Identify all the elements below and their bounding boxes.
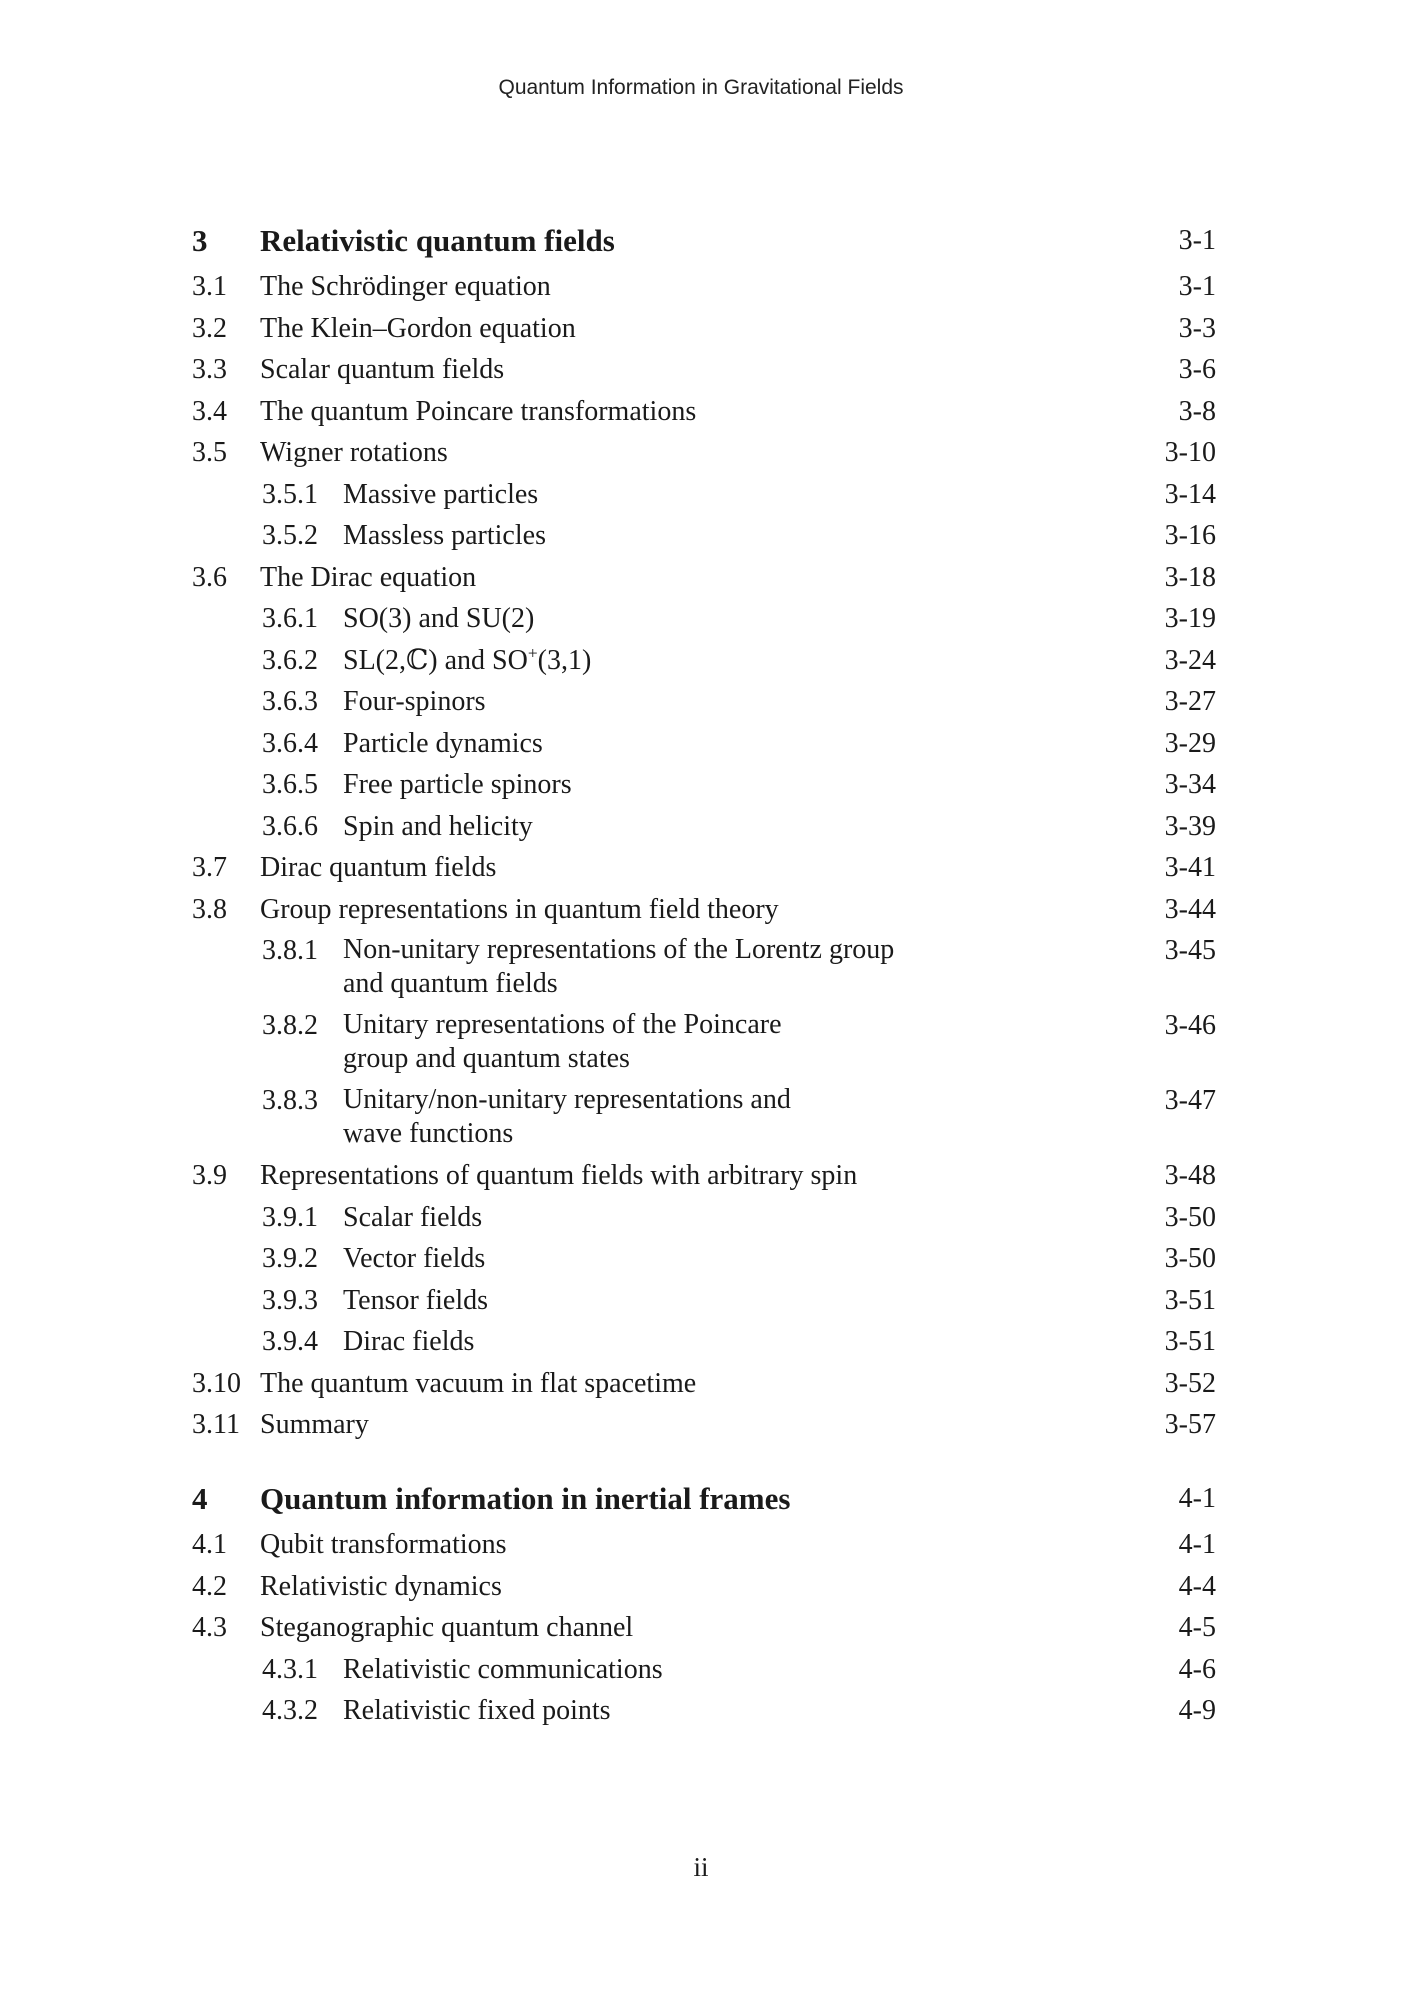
toc-entry-page: 4-1 (1178, 1529, 1216, 1560)
toc-section-entry[interactable] (192, 394, 1216, 429)
toc-subsection-entry[interactable] (192, 1241, 1216, 1276)
toc-entry-number: 3.11 (192, 1409, 240, 1440)
toc-entry-page: 3-19 (1164, 603, 1216, 634)
toc-entry-title (260, 1527, 1096, 1562)
toc-entry-number: 4 (192, 1481, 208, 1516)
table-of-contents (192, 222, 1216, 1735)
toc-entry-title (260, 892, 1096, 927)
toc-entry-number: 3 (192, 223, 208, 258)
toc-entry-page: 3-57 (1164, 1409, 1216, 1440)
toc-entry-title-text: Qubit transformations (260, 1529, 507, 1560)
toc-entry-title (260, 352, 1096, 387)
toc-entry-page: 4-4 (1178, 1570, 1216, 1602)
toc-entry-page: 3-18 (1164, 561, 1216, 593)
toc-chapter-entry[interactable] (192, 222, 1216, 260)
toc-entry-title (260, 1610, 1096, 1645)
toc-entry-title (343, 809, 1096, 844)
toc-entry-number: 3.5.2 (262, 520, 318, 551)
toc-entry-title-text: Massive particles (343, 478, 539, 510)
toc-entry-page: 3-46 (1164, 1010, 1216, 1041)
toc-entry-title-text: Unitary/non-unitary representations and (343, 1084, 791, 1115)
toc-entry-number: 3.8 (192, 893, 227, 925)
toc-entry-title (343, 684, 1096, 719)
page-number: ii (693, 1852, 709, 1882)
toc-entry-page: 3-48 (1164, 1160, 1216, 1191)
toc-entry-title-continuation: and quantum fields (343, 968, 558, 999)
toc-entry-title-text: The quantum vacuum in flat spacetime (260, 1367, 697, 1399)
toc-section-entry[interactable] (192, 1158, 1216, 1193)
toc-entry-title (343, 477, 1096, 512)
toc-entry-title (343, 1324, 1096, 1359)
toc-section-entry[interactable] (192, 1407, 1216, 1442)
toc-entry-page: 4-9 (1178, 1695, 1216, 1726)
toc-entry-page: 3-45 (1164, 935, 1216, 966)
toc-entry-number: 3.9.3 (262, 1284, 318, 1316)
toc-entry-title (260, 560, 1096, 595)
toc-entry-title-continuation: wave functions (343, 1118, 514, 1149)
toc-entry-page: 3-51 (1164, 1326, 1216, 1357)
toc-entry-title-text: The Schrödinger equation (260, 271, 551, 302)
toc-subsection-entry[interactable] (192, 726, 1216, 761)
toc-section-entry[interactable] (192, 435, 1216, 470)
toc-entry-page: 3-50 (1164, 1201, 1216, 1233)
toc-entry-title-text: SL(2,ℂ) and SO (343, 644, 528, 676)
toc-entry-page: 3-6 (1178, 354, 1216, 385)
toc-entry-page: 3-14 (1164, 478, 1216, 510)
toc-entry-number: 3.9.2 (262, 1243, 318, 1274)
toc-entry-page: 3-24 (1164, 644, 1216, 676)
toc-entry-title-text: The Klein–Gordon equation (260, 312, 576, 344)
toc-subsection-entry[interactable] (192, 1200, 1216, 1235)
toc-entry-number: 3.6.4 (262, 727, 318, 759)
toc-entry-title-text: Group representations in quantum field theory (260, 893, 779, 925)
toc-subsection-entry[interactable] (192, 1693, 1216, 1728)
toc-subsection-entry[interactable] (192, 1652, 1216, 1687)
toc-section-entry[interactable] (192, 1569, 1216, 1604)
toc-entry-page: 3-34 (1164, 769, 1216, 800)
toc-entry-number: 3.6.3 (262, 686, 318, 717)
toc-entry-title-text: Steganographic quantum channel (260, 1612, 634, 1643)
toc-entry-title (260, 850, 1096, 885)
toc-entry-page: 3-16 (1164, 520, 1216, 551)
toc-entry-title-text: Scalar fields (343, 1201, 483, 1233)
toc-entry-title-text: The Dirac equation (260, 561, 477, 593)
toc-entry-title (260, 311, 1096, 346)
toc-entry-page: 3-1 (1178, 225, 1216, 256)
toc-section-entry[interactable] (192, 352, 1216, 387)
toc-section-entry[interactable] (192, 1366, 1216, 1401)
toc-entry-title (343, 601, 1096, 636)
toc-subsection-entry[interactable] (192, 767, 1216, 802)
toc-entry-number: 3.2 (192, 312, 227, 344)
toc-entry-page: 3-41 (1164, 852, 1216, 883)
toc-entry-title (343, 1652, 1096, 1687)
toc-entry-title (343, 518, 1096, 553)
toc-entry-title-text: Wigner rotations (260, 437, 448, 468)
toc-entry-title-text: The quantum Poincare transformations (260, 395, 697, 427)
toc-subsection-entry[interactable] (192, 684, 1216, 719)
toc-entry-title-continuation: group and quantum states (343, 1043, 630, 1074)
toc-entry-page: 3-50 (1164, 1243, 1216, 1274)
toc-entry-number: 3.10 (192, 1367, 241, 1399)
toc-section-entry[interactable] (192, 269, 1216, 304)
toc-entry-title-text: Dirac fields (343, 1326, 475, 1357)
toc-entry-number: 4.3.2 (262, 1695, 318, 1726)
toc-entry-title-superscript: + (527, 643, 538, 663)
toc-section-entry[interactable] (192, 1610, 1216, 1645)
toc-entry-page: 3-44 (1164, 893, 1216, 925)
toc-entry-number: 3.3 (192, 354, 227, 385)
toc-subsection-entry[interactable] (192, 1008, 1216, 1076)
running-header: Quantum Information in Gravitational Fields (498, 76, 904, 99)
toc-entry-title-text: Tensor fields (343, 1284, 489, 1316)
toc-entry-title-text: SO(3) and SU(2) (343, 603, 535, 634)
toc-entry-title (343, 1693, 1096, 1728)
toc-entry-page: 3-27 (1164, 686, 1216, 717)
toc-entry-page: 3-29 (1164, 727, 1216, 759)
toc-entry-title-text: Free particle spinors (343, 769, 572, 800)
toc-entry-number: 3.6 (192, 561, 227, 593)
toc-entry-title-text: Four-spinors (343, 686, 486, 717)
toc-entry-page: 3-39 (1164, 810, 1216, 842)
toc-entry-page: 3-52 (1164, 1367, 1216, 1399)
toc-entry-page: 3-10 (1164, 437, 1216, 468)
toc-entry-title (343, 767, 1096, 802)
toc-entry-title (260, 1480, 1096, 1518)
toc-section-entry[interactable] (192, 560, 1216, 595)
toc-entry-number: 3.6.6 (262, 810, 318, 842)
toc-entry-number: 3.5 (192, 437, 227, 468)
toc-entry-page: 4-6 (1178, 1653, 1216, 1685)
toc-entry-title-text: Dirac quantum fields (260, 852, 497, 883)
toc-entry-title (343, 1083, 1096, 1151)
toc-entry-title-text: Spin and helicity (343, 810, 533, 842)
toc-subsection-entry[interactable] (192, 933, 1216, 1001)
toc-entry-title-text: Vector fields (343, 1243, 486, 1274)
toc-subsection-entry[interactable] (192, 518, 1216, 553)
toc-entry-title (260, 394, 1096, 429)
toc-section-entry[interactable] (192, 850, 1216, 885)
toc-entry-number: 3.4 (192, 395, 227, 427)
toc-entry-number: 3.5.1 (262, 478, 318, 510)
toc-entry-title-text: Scalar quantum fields (260, 354, 505, 385)
toc-subsection-entry[interactable] (192, 1283, 1216, 1318)
toc-entry-number: 3.8.1 (262, 935, 318, 966)
toc-entry-number: 4.3 (192, 1612, 227, 1643)
toc-entry-title-text: Quantum information in inertial frames (260, 1481, 791, 1516)
toc-entry-title-text: Relativistic communications (343, 1653, 663, 1685)
toc-entry-title (343, 1241, 1096, 1276)
toc-section-entry[interactable] (192, 311, 1216, 346)
toc-entry-page: 3-51 (1164, 1284, 1216, 1316)
toc-entry-title (343, 1200, 1096, 1235)
toc-subsection-entry[interactable] (192, 643, 1216, 678)
toc-entry-title-text: Representations of quantum fields with arbitrary spin (260, 1160, 858, 1191)
toc-entry-number: 3.6.2 (262, 644, 318, 676)
toc-entry-title-suffix: (3,1) (537, 644, 592, 676)
toc-entry-number: 3.1 (192, 271, 227, 302)
toc-section-entry[interactable] (192, 892, 1216, 927)
toc-entry-title (260, 435, 1096, 470)
toc-entry-title (260, 1366, 1096, 1401)
toc-entry-title-text: Relativistic dynamics (260, 1570, 502, 1602)
toc-entry-page: 3-8 (1178, 395, 1216, 427)
toc-entry-page: 4-1 (1178, 1483, 1216, 1514)
toc-entry-title (343, 643, 1096, 678)
toc-subsection-entry[interactable] (192, 809, 1216, 844)
toc-entry-title (343, 1008, 1096, 1076)
toc-entry-title-text: Unitary representations of the Poincare (343, 1009, 782, 1040)
toc-entry-title-text: Relativistic quantum fields (260, 223, 615, 258)
toc-entry-title-text: Summary (260, 1409, 369, 1440)
toc-subsection-entry[interactable] (192, 601, 1216, 636)
toc-entry-title (343, 1283, 1096, 1318)
toc-entry-number: 3.9 (192, 1160, 227, 1191)
toc-entry-title (260, 1569, 1096, 1604)
toc-entry-title (260, 269, 1096, 304)
toc-entry-number: 3.7 (192, 852, 227, 883)
toc-entry-number: 3.8.2 (262, 1010, 318, 1041)
toc-entry-number: 3.6.5 (262, 769, 318, 800)
toc-entry-page: 3-1 (1178, 271, 1216, 302)
toc-entry-number: 4.2 (192, 1570, 227, 1602)
toc-entry-number: 3.8.3 (262, 1085, 318, 1116)
toc-entry-number: 3.9.1 (262, 1201, 318, 1233)
toc-entry-title (260, 222, 1096, 260)
toc-entry-number: 4.3.1 (262, 1653, 318, 1685)
toc-subsection-entry[interactable] (192, 477, 1216, 512)
toc-entry-title-text: Relativistic fixed points (343, 1695, 611, 1726)
toc-entry-number: 4.1 (192, 1529, 227, 1560)
toc-entry-page: 4-5 (1178, 1612, 1216, 1643)
toc-entry-number: 3.9.4 (262, 1326, 318, 1357)
toc-entry-title-text: Non-unitary representations of the Lorentz group (343, 934, 895, 965)
toc-chapter-entry[interactable] (192, 1480, 1216, 1518)
toc-entry-title (260, 1407, 1096, 1442)
toc-entry-page: 3-47 (1164, 1085, 1216, 1116)
toc-entry-title (343, 933, 1096, 1001)
toc-entry-title (343, 726, 1096, 761)
toc-entry-title-text: Massless particles (343, 520, 546, 551)
toc-entry-number: 3.6.1 (262, 603, 318, 634)
toc-entry-page: 3-3 (1178, 312, 1216, 344)
toc-entry-title-text: Particle dynamics (343, 727, 543, 759)
toc-section-entry[interactable] (192, 1527, 1216, 1562)
toc-subsection-entry[interactable] (192, 1324, 1216, 1359)
toc-subsection-entry[interactable] (192, 1083, 1216, 1151)
toc-entry-title (260, 1158, 1096, 1193)
